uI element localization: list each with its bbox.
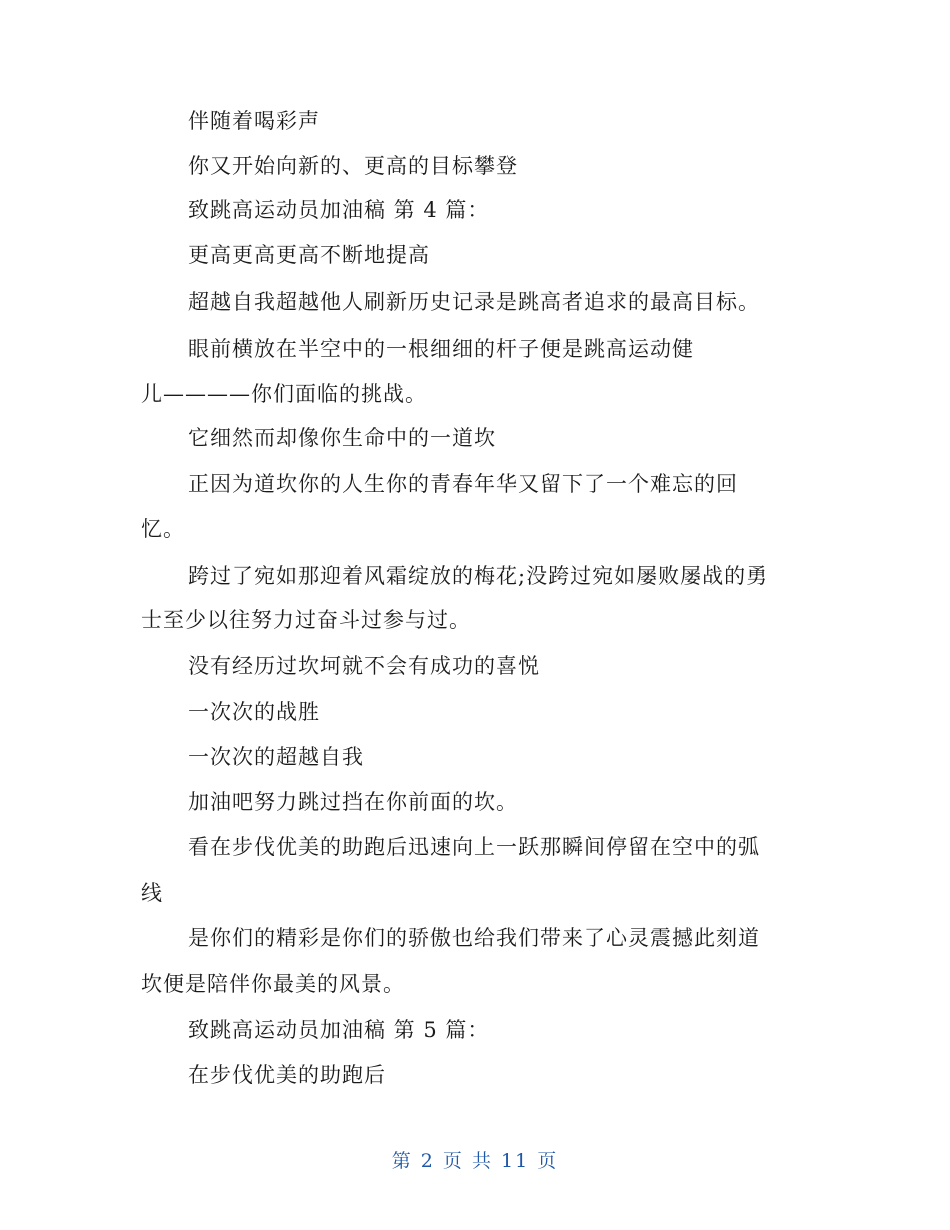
text-line: 线 xyxy=(141,881,163,905)
text-line: 儿————你们面临的挑战。 xyxy=(141,382,427,406)
text-line: 一次次的超越自我 xyxy=(188,745,364,769)
text-line: 坎便是陪伴你最美的风景。 xyxy=(141,972,405,996)
text-line: 更高更高更高不断地提高 xyxy=(188,243,430,267)
text-line: 是你们的精彩是你们的骄傲也给我们带来了心灵震撼此刻道 xyxy=(188,926,760,950)
text-line: 一次次的战胜 xyxy=(188,700,320,724)
text-line: 伴随着喝彩声 xyxy=(188,109,320,133)
page-indicator: 第 2 页 共 11 页 xyxy=(391,1150,559,1172)
text-line: 超越自我超越他人刷新历史记录是跳高者追求的最高目标。 xyxy=(188,290,760,314)
text-line: 跨过了宛如那迎着风霜绽放的梅花;没跨过宛如屡败屡战的勇 xyxy=(188,564,769,588)
text-line: 没有经历过坎坷就不会有成功的喜悦 xyxy=(188,654,540,678)
text-line: 在步伐优美的助跑后 xyxy=(188,1063,386,1087)
section-heading: 致跳高运动员加油稿 第 5 篇： xyxy=(188,1018,490,1042)
text-line: 加油吧努力跳过挡在你前面的坎。 xyxy=(188,790,518,814)
text-line: 你又开始向新的、更高的目标攀登 xyxy=(188,154,518,178)
text-line: 它细然而却像你生命中的一道坎 xyxy=(188,426,496,450)
text-line: 眼前横放在半空中的一根细细的杆子便是跳高运动健 xyxy=(188,337,694,361)
text-line: 忆。 xyxy=(141,517,185,541)
section-heading: 致跳高运动员加油稿 第 4 篇： xyxy=(188,198,490,222)
text-line: 看在步伐优美的助跑后迅速向上一跃那瞬间停留在空中的弧 xyxy=(188,835,760,859)
text-line: 士至少以往努力过奋斗过参与过。 xyxy=(141,608,471,632)
text-line: 正因为道坎你的人生你的青春年华又留下了一个难忘的回 xyxy=(188,472,738,496)
